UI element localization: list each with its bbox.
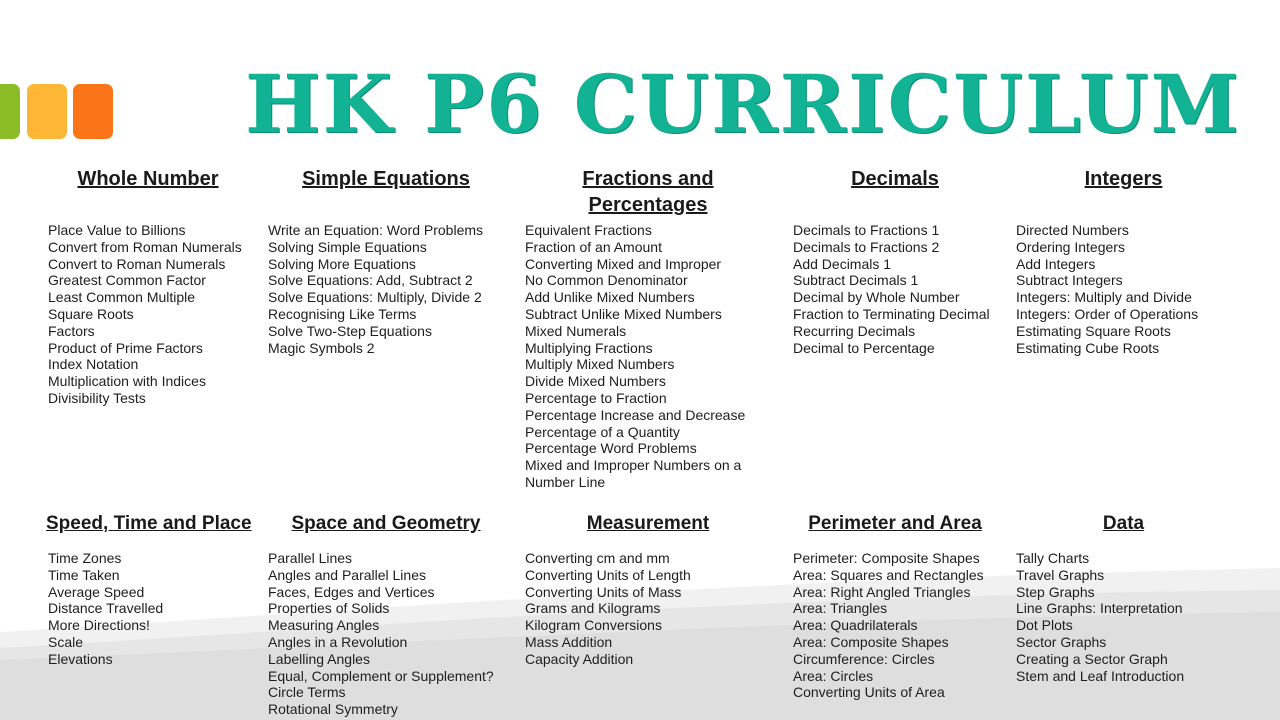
topic-item: Greatest Common Factor: [48, 272, 206, 289]
topic-item: Tally Charts: [1016, 550, 1090, 566]
topic-item: Subtract Unlike Mixed Numbers: [525, 305, 722, 322]
topic-item: Kilogram Conversions: [525, 617, 662, 634]
topic-item: Capacity Addition: [525, 650, 634, 667]
section-space-geometry: [268, 511, 504, 718]
decorative-block-green: [0, 84, 20, 139]
topic-item: Integers: Order of Operations: [1016, 305, 1199, 322]
topic-item: Add Decimals 1: [793, 255, 892, 272]
topic-item: Labelling Angles: [268, 650, 370, 667]
topic-list: [268, 550, 494, 718]
topic-item: Creating a Sector Graph: [1016, 650, 1168, 667]
section-heading: Whole Number: [77, 168, 219, 190]
topic-item: Area: Triangles: [793, 600, 888, 617]
section-data: [1016, 511, 1231, 684]
topic-item: Grams and Kilograms: [525, 600, 661, 617]
topic-item: Magic Symbols 2: [268, 339, 375, 356]
topic-item: Ordering Integers: [1016, 238, 1125, 255]
topic-item: Decimals to Fractions 2: [793, 238, 940, 255]
topic-item: Sector Graphs: [1016, 633, 1107, 650]
section-heading: Decimals: [851, 168, 939, 190]
topic-item: Decimal to Percentage: [793, 339, 935, 356]
topic-item: Divide Mixed Numbers: [525, 373, 666, 390]
topic-item: Average Speed: [48, 583, 145, 600]
topic-item: Step Graphs: [1016, 583, 1095, 600]
topic-list: [48, 550, 163, 668]
topic-item: Convert from Roman Numerals: [48, 238, 242, 255]
decorative-block-orange: [73, 84, 113, 139]
topic-item: Recognising Like Terms: [268, 305, 417, 322]
topic-item: Fraction to Terminating Decimal: [793, 305, 990, 322]
topic-item: Angles in a Revolution: [268, 633, 408, 650]
topic-list: [525, 550, 691, 668]
topic-item: Subtract Decimals 1: [793, 272, 919, 289]
topic-list: [793, 550, 984, 701]
topic-item: Estimating Cube Roots: [1016, 339, 1160, 356]
topic-item: Percentage to Fraction: [525, 389, 667, 406]
topic-item: Percentage Word Problems: [525, 440, 697, 457]
section-simple-equations: [268, 166, 504, 356]
topic-item: Least Common Multiple: [48, 289, 196, 306]
topic-item: Fraction of an Amount: [525, 238, 662, 255]
section-fractions-and-percentages: [525, 166, 771, 490]
topic-item: Circumference: Circles: [793, 650, 935, 667]
decorative-block-yellow: [27, 84, 67, 139]
section-heading: Data: [1102, 513, 1145, 534]
topic-item: Directed Numbers: [1016, 222, 1129, 238]
topic-item: Integers: Multiply and Divide: [1016, 289, 1192, 306]
topic-item: Converting Units of Mass: [525, 583, 682, 600]
topic-item: Decimal by Whole Number: [793, 289, 960, 306]
topic-item: Time Taken: [48, 566, 120, 583]
topic-list: [793, 222, 990, 356]
topic-item: Converting cm and mm: [525, 550, 670, 566]
topic-item: Angles and Parallel Lines: [268, 566, 426, 583]
topic-list: [1016, 222, 1198, 356]
topic-item: Properties of Solids: [268, 600, 390, 617]
topic-item: Index Notation: [48, 356, 139, 373]
section-integers: [1016, 166, 1231, 356]
topic-item: Rotational Symmetry: [268, 701, 398, 718]
topic-item: Multiplying Fractions: [525, 339, 653, 356]
topic-item: Mixed Numerals: [525, 322, 627, 339]
topic-item: Solve Equations: Multiply, Divide 2: [268, 289, 482, 306]
section-heading: Fractions and Percentages: [582, 168, 714, 216]
topic-list: [525, 222, 755, 491]
section-heading: Perimeter and Area: [808, 513, 982, 534]
section-heading: Space and Geometry: [291, 513, 481, 534]
topic-item: Factors: [48, 322, 95, 339]
topic-item: Equivalent Fractions: [525, 222, 652, 238]
topic-item: Circle Terms: [268, 684, 346, 701]
topic-item: Multiply Mixed Numbers: [525, 356, 675, 373]
topic-item: Divisibility Tests: [48, 389, 146, 406]
topic-item: Add Integers: [1016, 255, 1096, 272]
topic-list: [1016, 550, 1184, 684]
topic-item: Converting Units of Length: [525, 566, 691, 583]
section-whole-number: [48, 166, 248, 406]
topic-list: [268, 222, 483, 356]
topic-item: Percentage of a Quantity: [525, 423, 680, 440]
section-decimals: [793, 166, 997, 356]
topic-item: Place Value to Billions: [48, 222, 186, 238]
topic-list: [48, 222, 242, 407]
topic-item: Measuring Angles: [268, 617, 380, 634]
topic-item: Convert to Roman Numerals: [48, 255, 226, 272]
topic-item: Converting Mixed and Improper: [525, 255, 722, 272]
topic-item: Subtract Integers: [1016, 272, 1123, 289]
topic-item: Converting Units of Area: [793, 684, 945, 701]
section-heading: Integers: [1084, 168, 1163, 190]
topic-item: Mass Addition: [525, 633, 613, 650]
section-heading: Speed, Time and Place: [46, 513, 252, 534]
topic-item: Percentage Increase and Decrease: [525, 406, 746, 423]
topic-item: Estimating Square Roots: [1016, 322, 1171, 339]
topic-item: Area: Composite Shapes: [793, 633, 949, 650]
topic-item: Area: Right Angled Triangles: [793, 583, 971, 600]
topic-item: Write an Equation: Word Problems: [268, 222, 484, 238]
topic-item: Elevations: [48, 650, 113, 667]
topic-item: Solving Simple Equations: [268, 238, 427, 255]
section-heading: Simple Equations: [302, 168, 470, 190]
topic-item: Solve Equations: Add, Subtract 2: [268, 272, 473, 289]
topic-item: Area: Quadrilaterals: [793, 617, 918, 634]
topic-item: Faces, Edges and Vertices: [268, 583, 435, 600]
topic-item: Area: Squares and Rectangles: [793, 566, 984, 583]
topic-item: Line Graphs: Interpretation: [1016, 600, 1183, 617]
topic-item: Decimals to Fractions 1: [793, 222, 940, 238]
topic-item: Recurring Decimals: [793, 322, 916, 339]
topic-item: Dot Plots: [1016, 617, 1073, 634]
topic-item: Solve Two-Step Equations: [268, 322, 432, 339]
topic-item: Square Roots: [48, 305, 134, 322]
topic-item: Distance Travelled: [48, 600, 164, 617]
topic-item: Area: Circles: [793, 667, 874, 684]
section-speed-time-place: [46, 511, 252, 667]
topic-item: Product of Prime Factors: [48, 339, 203, 356]
topic-item: More Directions!: [48, 617, 150, 634]
topic-item: Mixed and Improper Numbers on a Number Line: [525, 457, 742, 490]
topic-item: Solving More Equations: [268, 255, 416, 272]
topic-item: Multiplication with Indices: [48, 373, 206, 390]
topic-item: Travel Graphs: [1016, 566, 1105, 583]
topic-item: No Common Denominator: [525, 272, 688, 289]
topic-item: Add Unlike Mixed Numbers: [525, 289, 695, 306]
topic-item: Equal, Complement or Supplement?: [268, 667, 494, 684]
topic-item: Time Zones: [48, 550, 122, 566]
topic-item: Scale: [48, 633, 84, 650]
section-heading: Measurement: [586, 513, 710, 534]
topic-item: Perimeter: Composite Shapes: [793, 550, 980, 566]
section-measurement: [525, 511, 771, 667]
page-title: HK P6 CURRICULUM: [245, 57, 1242, 151]
topic-item: Parallel Lines: [268, 550, 353, 566]
topic-item: Stem and Leaf Introduction: [1016, 667, 1185, 684]
section-perimeter-area: [793, 511, 997, 701]
